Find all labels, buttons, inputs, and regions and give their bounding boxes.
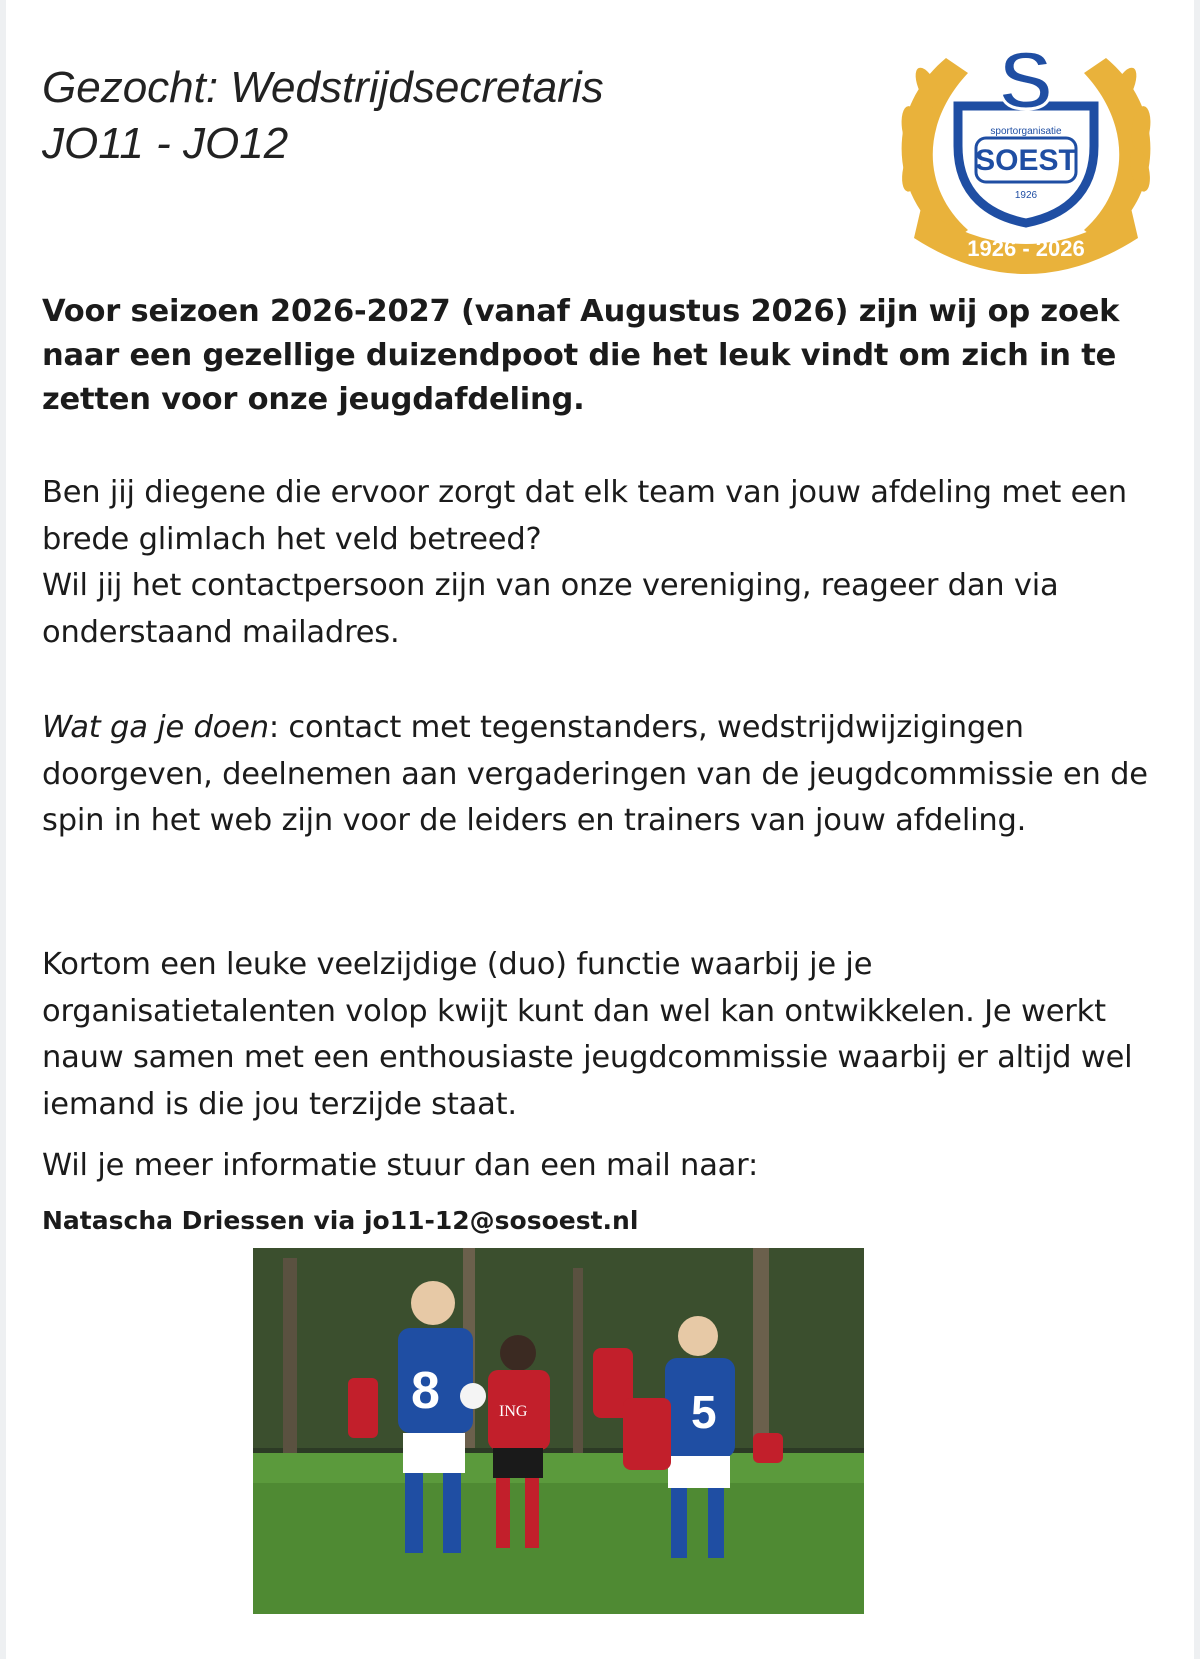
title-line-1: Gezocht: Wedstrijdsecretaris bbox=[42, 63, 604, 112]
flyer-page bbox=[6, 0, 1194, 1659]
logo-org-name: SOEST bbox=[975, 144, 1077, 177]
youth-football-photo bbox=[253, 1248, 864, 1614]
club-logo bbox=[876, 18, 1176, 280]
logo-org-small: sportorganisatie bbox=[990, 126, 1062, 137]
jersey-number-5: 5 bbox=[691, 1386, 717, 1438]
tasks-label: Wat ga je doen bbox=[42, 710, 269, 745]
jersey-number-8: 8 bbox=[411, 1362, 440, 1420]
logo-founded: 1926 bbox=[1014, 190, 1038, 201]
intro-line-2: Wil jij het contactpersoon zijn van onze vereniging, reageer dan via onderstaand mailadres. bbox=[42, 568, 1059, 650]
summary-paragraph: Kortom een leuke veelzijdige (duo) functie waarbij je je organisatietalenten volop kwijt kunt dan wel kan ontwikkelen. Je werkt nauw samen met een enthousiaste jeugdcommissie waarbij er altijd wel iemand is die jou terzijde staat. bbox=[42, 947, 1133, 1122]
logo-letter: S bbox=[998, 35, 1054, 126]
title-line-2: JO11 - JO12 bbox=[42, 119, 289, 168]
jersey-sponsor: ING bbox=[499, 1403, 528, 1420]
tasks-paragraph bbox=[42, 705, 1172, 845]
lead-paragraph: Voor seizoen 2026-2027 (vanaf Augustus 2026) zijn wij op zoek naar een gezellige duizendpoot die het leuk vindt om zich in te zetten voor onze jeugdafdeling. bbox=[42, 294, 1120, 417]
info-line: Wil je meer informatie stuur dan een mail naar: bbox=[42, 1148, 759, 1183]
intro-paragraph bbox=[42, 470, 1172, 656]
tree-line bbox=[253, 1248, 864, 1448]
anniversary-text: 1926 - 2026 bbox=[967, 236, 1085, 261]
page-title bbox=[42, 60, 604, 172]
tasks-text: : contact met tegenstanders, wedstrijdwijzigingen doorgeven, deelnemen aan vergaderingen van de jeugdcommissie en de spin in het web zijn voor de leiders en trainers van jouw afdeling. bbox=[42, 710, 1148, 838]
contact-line: Natascha Driessen via jo11-12@sosoest.nl bbox=[42, 1206, 639, 1235]
intro-line-1: Ben jij diegene die ervoor zorgt dat elk team van jouw afdeling met een brede glimlach het veld betreed? bbox=[42, 475, 1127, 557]
football bbox=[460, 1383, 486, 1409]
